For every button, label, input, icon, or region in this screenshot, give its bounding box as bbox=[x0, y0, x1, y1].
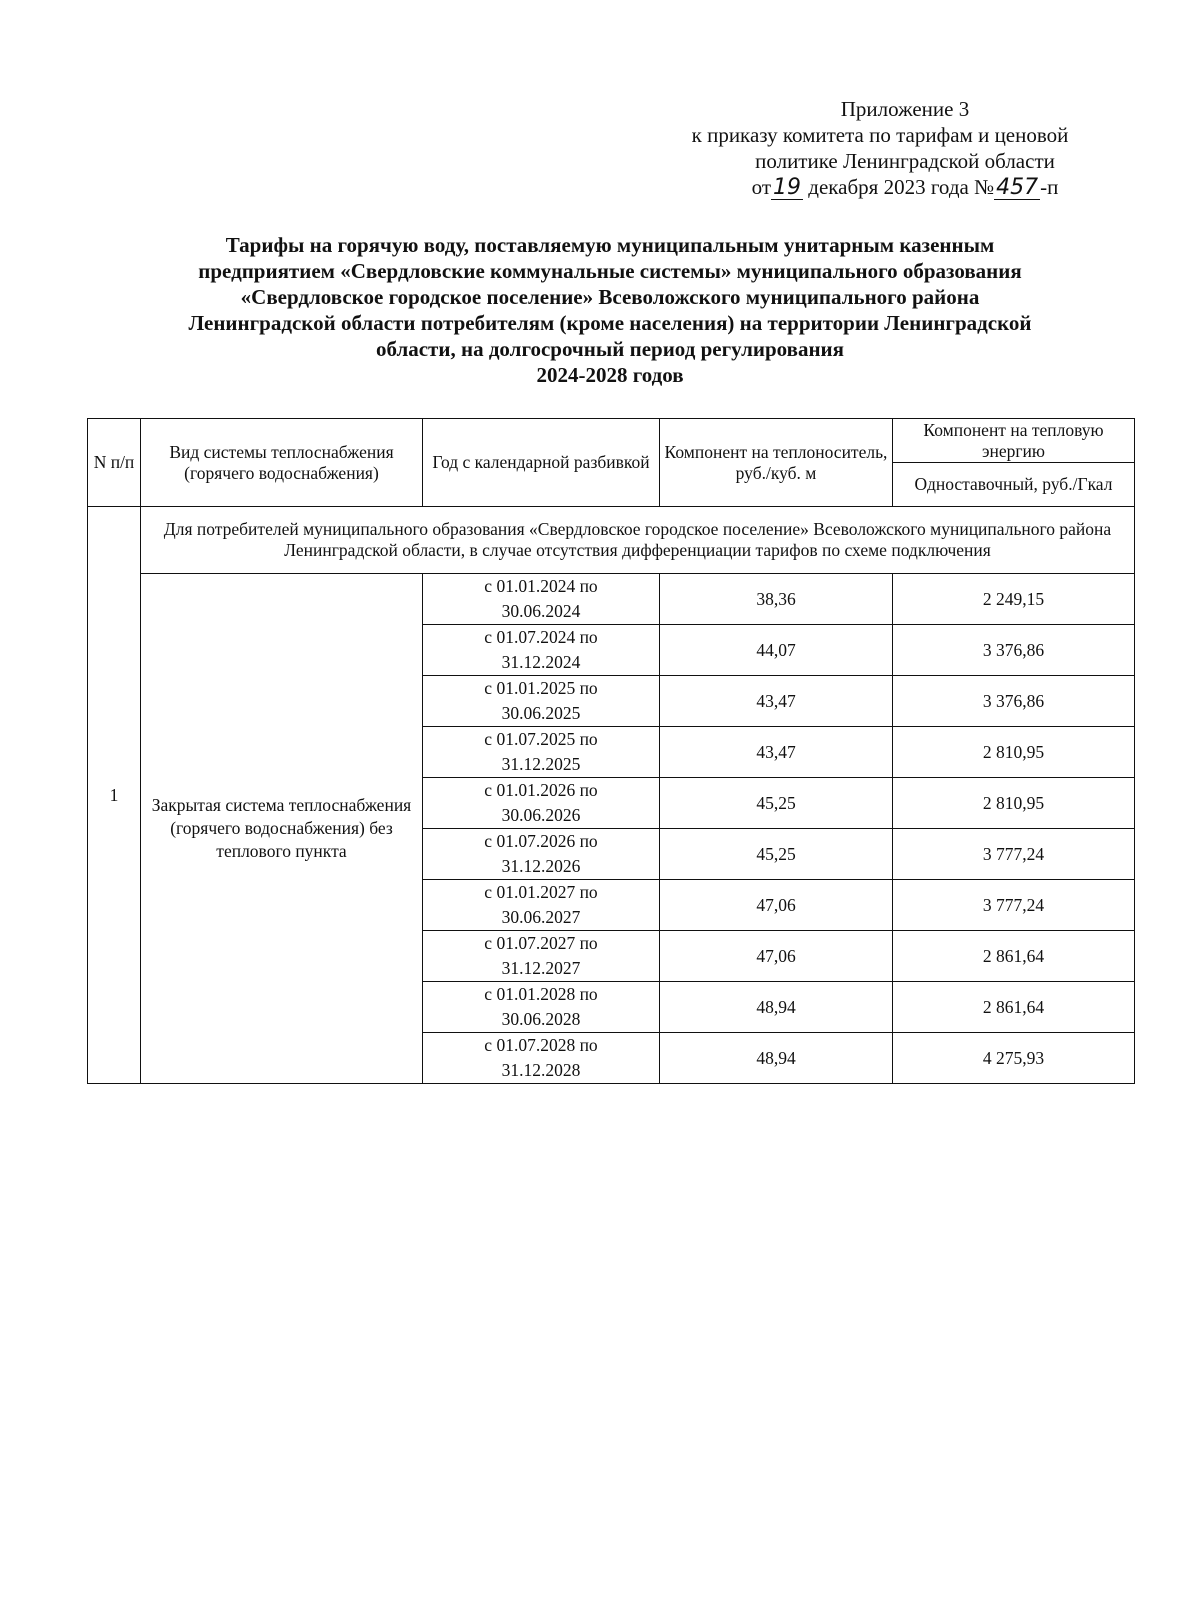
period-cell bbox=[423, 880, 660, 931]
energy-value: 4 275,93 bbox=[893, 1033, 1135, 1084]
title-line-4: Ленинградской области потребителям (кроме населения) на территории Ленинградской bbox=[188, 311, 1032, 335]
carrier-value: 48,94 bbox=[660, 1033, 893, 1084]
period-start: с 01.07.2026 по bbox=[484, 831, 598, 851]
period-start: с 01.01.2027 по bbox=[484, 882, 598, 902]
energy-value: 2 249,15 bbox=[893, 574, 1135, 625]
appendix-from: от bbox=[751, 175, 772, 199]
tariff-table bbox=[87, 418, 1135, 1084]
carrier-value: 38,36 bbox=[660, 574, 893, 625]
carrier-value: 48,94 bbox=[660, 982, 893, 1033]
row-number: 1 bbox=[88, 507, 141, 1084]
period-cell bbox=[423, 727, 660, 778]
period-start: с 01.01.2025 по bbox=[484, 678, 598, 698]
period-start: с 01.07.2025 по bbox=[484, 729, 598, 749]
period-cell bbox=[423, 1033, 660, 1084]
system-type: Закрытая система теплоснабжения (горячего водоснабжения) без теплового пункта bbox=[141, 574, 423, 1084]
period-end: 30.06.2026 bbox=[501, 805, 581, 825]
period-start: с 01.07.2028 по bbox=[484, 1035, 598, 1055]
title-line-6: 2024-2028 годов bbox=[536, 363, 684, 387]
appendix-block bbox=[640, 96, 1120, 200]
period-end: 31.12.2027 bbox=[501, 958, 581, 978]
energy-value: 2 810,95 bbox=[893, 778, 1135, 829]
energy-value: 3 777,24 bbox=[893, 880, 1135, 931]
handwritten-day: 19 bbox=[773, 175, 802, 200]
period-end: 30.06.2027 bbox=[501, 907, 581, 927]
period-cell bbox=[423, 676, 660, 727]
carrier-value: 43,47 bbox=[660, 676, 893, 727]
period-cell bbox=[423, 829, 660, 880]
period-start: с 01.01.2026 по bbox=[484, 780, 598, 800]
period-end: 31.12.2025 bbox=[501, 754, 581, 774]
appendix-line-3: политике Ленинградской области bbox=[755, 149, 1055, 173]
carrier-value: 47,06 bbox=[660, 931, 893, 982]
period-cell bbox=[423, 931, 660, 982]
energy-value: 2 810,95 bbox=[893, 727, 1135, 778]
title-line-3: «Свердловское городское поселение» Всеволожского муниципального района bbox=[240, 285, 980, 309]
period-start: с 01.01.2028 по bbox=[484, 984, 598, 1004]
period-cell bbox=[423, 625, 660, 676]
header-system: Вид системы теплоснабжения (горячего водоснабжения) bbox=[141, 419, 423, 507]
title-line-1: Тарифы на горячую воду, поставляемую муниципальным унитарным казенным bbox=[225, 233, 995, 257]
header-energy-single-rate: Одноставочный, руб./Гкал bbox=[893, 463, 1135, 507]
appendix-suffix: -п bbox=[1040, 175, 1059, 199]
period-start: с 01.01.2024 по bbox=[484, 576, 598, 596]
appendix-line-2: к приказу комитета по тарифам и ценовой bbox=[691, 123, 1069, 147]
carrier-value: 45,25 bbox=[660, 829, 893, 880]
energy-value: 2 861,64 bbox=[893, 982, 1135, 1033]
header-energy: Компонент на тепловую энергию bbox=[893, 419, 1135, 463]
period-end: 31.12.2028 bbox=[501, 1060, 581, 1080]
period-end: 31.12.2026 bbox=[501, 856, 581, 876]
period-end: 31.12.2024 bbox=[501, 652, 581, 672]
period-cell bbox=[423, 778, 660, 829]
carrier-value: 47,06 bbox=[660, 880, 893, 931]
header-carrier: Компонент на теплоноситель, руб./куб. м bbox=[660, 419, 893, 507]
period-start: с 01.07.2027 по bbox=[484, 933, 598, 953]
period-end: 30.06.2028 bbox=[501, 1009, 581, 1029]
period-end: 30.06.2024 bbox=[501, 601, 581, 621]
header-year: Год с календарной разбивкой bbox=[423, 419, 660, 507]
appendix-line-4 bbox=[640, 174, 1120, 200]
period-cell bbox=[423, 982, 660, 1033]
period-end: 30.06.2025 bbox=[501, 703, 581, 723]
title-line-2: предприятием «Свердловские коммунальные системы» муниципального образования bbox=[198, 259, 1022, 283]
energy-value: 3 777,24 bbox=[893, 829, 1135, 880]
header-num: N п/п bbox=[88, 419, 141, 507]
group-description: Для потребителей муниципального образования «Свердловское городское поселение» Всеволожского муниципального района Ленинградской области, в случае отсутствия дифференциации тарифов по схеме подключения bbox=[141, 507, 1135, 574]
carrier-value: 43,47 bbox=[660, 727, 893, 778]
carrier-value: 45,25 bbox=[660, 778, 893, 829]
appendix-date-text: декабря 2023 года № bbox=[808, 175, 995, 199]
title-line-5: области, на долгосрочный период регулирования bbox=[375, 337, 845, 361]
handwritten-order-number: 457 bbox=[996, 175, 1039, 200]
appendix-line-1: Приложение 3 bbox=[840, 97, 970, 121]
carrier-value: 44,07 bbox=[660, 625, 893, 676]
period-cell bbox=[423, 574, 660, 625]
table-row bbox=[88, 574, 1135, 625]
energy-value: 3 376,86 bbox=[893, 625, 1135, 676]
energy-value: 3 376,86 bbox=[893, 676, 1135, 727]
document-title bbox=[110, 232, 1110, 388]
period-start: с 01.07.2024 по bbox=[484, 627, 598, 647]
energy-value: 2 861,64 bbox=[893, 931, 1135, 982]
